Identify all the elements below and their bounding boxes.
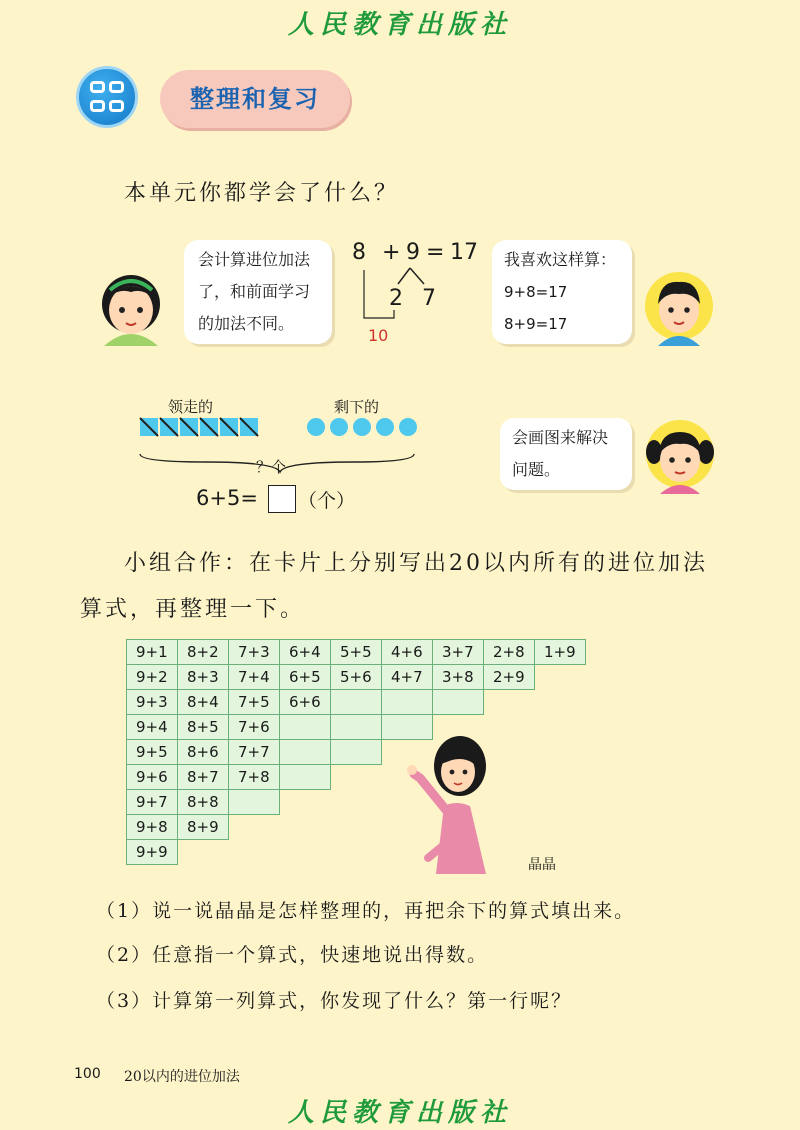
table-row bbox=[127, 790, 586, 815]
girl-speech-bubble bbox=[500, 418, 632, 490]
formula-cell: 1+9 bbox=[535, 640, 586, 665]
calc-a: 8 bbox=[352, 240, 366, 265]
formula-cell: 9+2 bbox=[127, 665, 178, 690]
spacer-cell bbox=[178, 840, 229, 865]
remaining-item bbox=[330, 418, 348, 436]
spacer-cell bbox=[331, 815, 382, 840]
table-row bbox=[127, 740, 586, 765]
formula-cell: 9+1 bbox=[127, 640, 178, 665]
table-row bbox=[127, 665, 586, 690]
section-icon bbox=[76, 66, 138, 128]
formula-cell: 7+5 bbox=[229, 690, 280, 715]
formula-cell: 7+7 bbox=[229, 740, 280, 765]
blank-cell[interactable] bbox=[280, 715, 331, 740]
spacer-cell bbox=[229, 840, 280, 865]
formula-cell: 7+8 bbox=[229, 765, 280, 790]
blank-cell[interactable] bbox=[331, 740, 382, 765]
table-row bbox=[127, 690, 586, 715]
formula-cell: 3+8 bbox=[433, 665, 484, 690]
jingjing-figure bbox=[400, 730, 510, 876]
question-2: （2）任意指一个算式，快速地说出得数。 bbox=[96, 944, 489, 966]
formula-cell: 5+5 bbox=[331, 640, 382, 665]
spacer-cell bbox=[229, 815, 280, 840]
formula-cell: 8+7 bbox=[178, 765, 229, 790]
formula-cell: 6+6 bbox=[280, 690, 331, 715]
spacer-cell bbox=[331, 790, 382, 815]
bubble-line: 会计算进位加法 bbox=[198, 250, 311, 269]
calc-plus: + bbox=[382, 240, 401, 265]
formula-cell: 7+3 bbox=[229, 640, 280, 665]
bubble-line: 9+8=17 bbox=[504, 283, 568, 301]
formula-cell: 9+5 bbox=[127, 740, 178, 765]
formula-cell: 9+9 bbox=[127, 840, 178, 865]
bubble-line: 的加法不同。 bbox=[198, 314, 295, 333]
formula-cell: 2+8 bbox=[484, 640, 535, 665]
table-row bbox=[127, 840, 586, 865]
girl-avatar bbox=[98, 268, 164, 346]
girl-pigtails-avatar bbox=[640, 418, 720, 494]
formula-cell: 9+6 bbox=[127, 765, 178, 790]
split-b: 7 bbox=[422, 286, 436, 311]
formula-cell: 9+4 bbox=[127, 715, 178, 740]
spacer-cell bbox=[535, 765, 586, 790]
task-line-2: 算式，再整理一下。 bbox=[80, 597, 306, 622]
boy-avatar bbox=[640, 270, 718, 346]
publisher-header: 人民教育出版社 bbox=[287, 10, 512, 40]
formula-cell: 3+7 bbox=[433, 640, 484, 665]
right-speech-bubble bbox=[492, 240, 632, 344]
publisher-footer: 人民教育出版社 bbox=[287, 1098, 512, 1128]
spacer-cell bbox=[535, 740, 586, 765]
blank-cell[interactable] bbox=[229, 790, 280, 815]
spacer-cell bbox=[280, 840, 331, 865]
spacer-cell bbox=[535, 715, 586, 740]
bubble-line: 8+9=17 bbox=[504, 315, 568, 333]
blank-cell[interactable] bbox=[433, 690, 484, 715]
intro-question: 本单元你都学会了什么？ bbox=[124, 181, 400, 206]
calc-b: 9 bbox=[406, 240, 420, 265]
blank-cell[interactable] bbox=[331, 715, 382, 740]
answer-box[interactable] bbox=[268, 485, 296, 513]
spacer-cell bbox=[331, 840, 382, 865]
spacer-cell bbox=[535, 690, 586, 715]
total-question: ？个 bbox=[256, 458, 287, 476]
task-line-1: 小组合作：在卡片上分别写出20以内所有的进位加法 bbox=[124, 551, 708, 576]
bubble-line: 问题。 bbox=[512, 460, 561, 479]
formula-cell: 8+9 bbox=[178, 815, 229, 840]
spacer-cell bbox=[331, 765, 382, 790]
formula-cell: 4+6 bbox=[382, 640, 433, 665]
table-row bbox=[127, 815, 586, 840]
blank-cell[interactable] bbox=[331, 690, 382, 715]
bubble-line: 我喜欢这样算： bbox=[504, 250, 617, 269]
split-a: 2 bbox=[389, 286, 403, 311]
left-speech-bubble bbox=[184, 240, 332, 344]
equation-text: 6+5= bbox=[196, 486, 258, 510]
table-row bbox=[127, 715, 586, 740]
spacer-cell bbox=[535, 815, 586, 840]
formula-cell: 5+6 bbox=[331, 665, 382, 690]
formula-cell: 9+3 bbox=[127, 690, 178, 715]
remaining-item bbox=[376, 418, 394, 436]
addition-table bbox=[126, 639, 586, 865]
formula-cell: 9+7 bbox=[127, 790, 178, 815]
remaining-item bbox=[353, 418, 371, 436]
ten-label: 10 bbox=[368, 326, 389, 345]
spacer-cell bbox=[535, 790, 586, 815]
formula-cell: 6+5 bbox=[280, 665, 331, 690]
blank-cell[interactable] bbox=[280, 740, 331, 765]
bubble-line: 了，和前面学习 bbox=[198, 282, 311, 301]
section-title: 整理和复习 bbox=[190, 85, 320, 113]
formula-cell: 2+9 bbox=[484, 665, 535, 690]
formula-cell: 8+6 bbox=[178, 740, 229, 765]
blank-cell[interactable] bbox=[382, 690, 433, 715]
spacer-cell bbox=[280, 790, 331, 815]
question-3: （3）计算第一列算式，你发现了什么？第一行呢？ bbox=[96, 990, 573, 1012]
bubble-line: 会画图来解决 bbox=[512, 428, 609, 447]
page-number: 100 bbox=[74, 1066, 101, 1082]
formula-cell: 8+8 bbox=[178, 790, 229, 815]
table-row bbox=[127, 640, 586, 665]
formula-cell: 4+7 bbox=[382, 665, 433, 690]
spacer-cell bbox=[280, 815, 331, 840]
formula-cell: 8+2 bbox=[178, 640, 229, 665]
question-1: （1）说一说晶晶是怎样整理的，再把余下的算式填出来。 bbox=[96, 900, 636, 922]
blank-cell[interactable] bbox=[280, 765, 331, 790]
formula-cell: 7+6 bbox=[229, 715, 280, 740]
formula-cell: 8+3 bbox=[178, 665, 229, 690]
calc-result: 17 bbox=[450, 240, 478, 265]
chapter-name: 20以内的进位加法 bbox=[124, 1069, 240, 1085]
left-label: 剩下的 bbox=[334, 398, 380, 416]
remaining-item bbox=[307, 418, 325, 436]
formula-cell: 9+8 bbox=[127, 815, 178, 840]
taken-label: 领走的 bbox=[168, 398, 214, 416]
calc-eq: = bbox=[426, 240, 445, 265]
spacer-cell bbox=[484, 690, 535, 715]
spacer-cell bbox=[535, 665, 586, 690]
formula-cell: 6+4 bbox=[280, 640, 331, 665]
formula-cell: 8+5 bbox=[178, 715, 229, 740]
table-row bbox=[127, 765, 586, 790]
jingjing-label: 晶晶 bbox=[528, 857, 556, 873]
formula-cell: 7+4 bbox=[229, 665, 280, 690]
remaining-item bbox=[399, 418, 417, 436]
equation-unit: （个） bbox=[298, 490, 356, 512]
formula-cell: 8+4 bbox=[178, 690, 229, 715]
